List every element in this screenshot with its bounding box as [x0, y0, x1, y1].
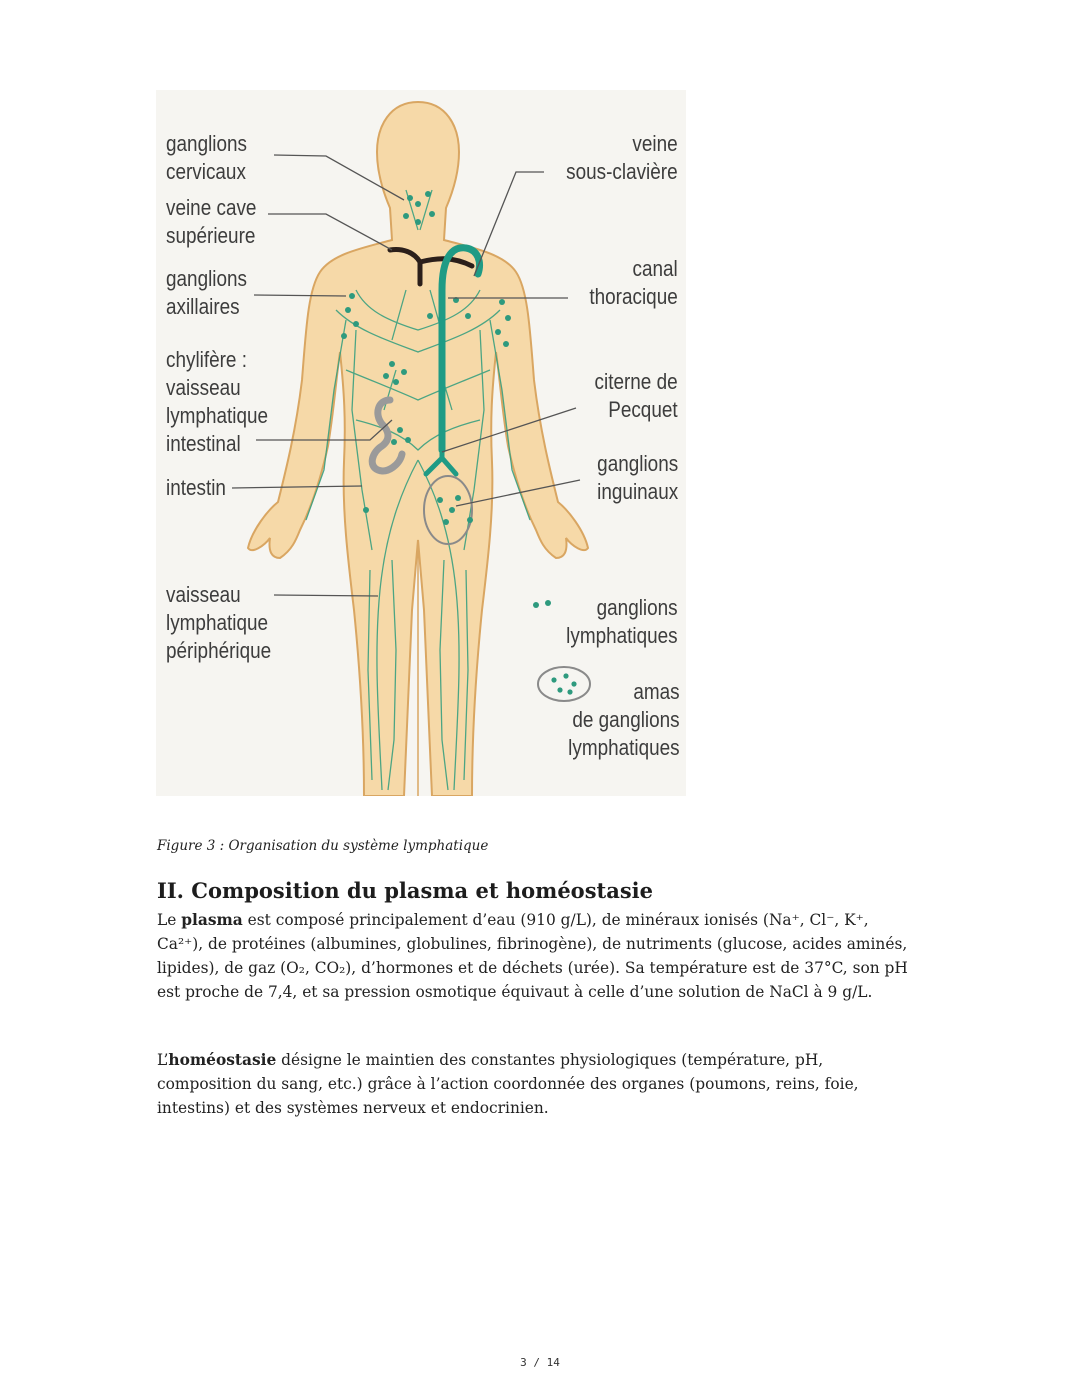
- lymphatic-system-figure: [156, 90, 686, 796]
- label-chylifere: chylifère : vaisseau lymphatique intestinal: [166, 347, 269, 456]
- label-ganglions-cervicaux: ganglions cervicaux: [166, 131, 248, 184]
- label-veine-sous-claviere: veine sous-clavière: [566, 131, 678, 184]
- p1-text: est composé principalement d’eau (910 g/L), de minéraux ionisés (Na⁺, Cl⁻, K⁺, Ca²⁺), de protéines (albumines, globulines, fibrinogène), de nutriments (glucose, acides aminés, lipides), de gaz (O₂, CO₂), d’hormones et de déchets (urée). Sa température est de 37°C, son pH est proche de 7,4, et sa pression osmotique équivaut à celle d’une solution de NaCl à 9 g/L.: [157, 911, 908, 1001]
- p2-text: désigne le maintien des constantes physiologiques (température, pH, composition du sang, etc.) grâce à l’action coordonnée des organes (poumons, reins, foie, intestins) et des systèmes nerveux et endocrinien.: [157, 1051, 859, 1117]
- p2-lead: L’: [157, 1051, 169, 1069]
- legend-node-dot-1: [533, 602, 539, 608]
- label-ganglions-axillaires: ganglions axillaires: [166, 266, 248, 319]
- label-vaisseau-peripherique: vaisseau lymphatique périphérique: [166, 582, 272, 663]
- legend-node-dot-2: [545, 600, 551, 606]
- label-veine-cave: veine cave supérieure: [166, 195, 257, 248]
- p1-lead: Le: [157, 911, 182, 929]
- label-canal-thoracique: canal thoracique: [589, 256, 678, 309]
- label-citerne-pecquet: citerne de Pecquet: [594, 369, 678, 422]
- label-ganglions-inguinaux: ganglions inguinaux: [596, 451, 678, 504]
- label-intestin: intestin: [166, 475, 226, 500]
- plasma-paragraph: [157, 908, 917, 1004]
- term-homeostasie: homéostasie: [168, 1051, 277, 1069]
- legend-amas-ganglions: amas de ganglions lymphatiques: [568, 679, 680, 760]
- legend-ganglions-lymphatiques: ganglions lymphatiques: [566, 595, 678, 648]
- section-heading: II. Composition du plasma et homéostasie: [157, 878, 653, 903]
- term-plasma: plasma: [181, 911, 243, 929]
- homeostasie-paragraph: [157, 1048, 917, 1120]
- page-number: 3 / 14: [520, 1356, 560, 1369]
- figure-caption: Figure 3 : Organisation du système lymphatique: [157, 838, 489, 854]
